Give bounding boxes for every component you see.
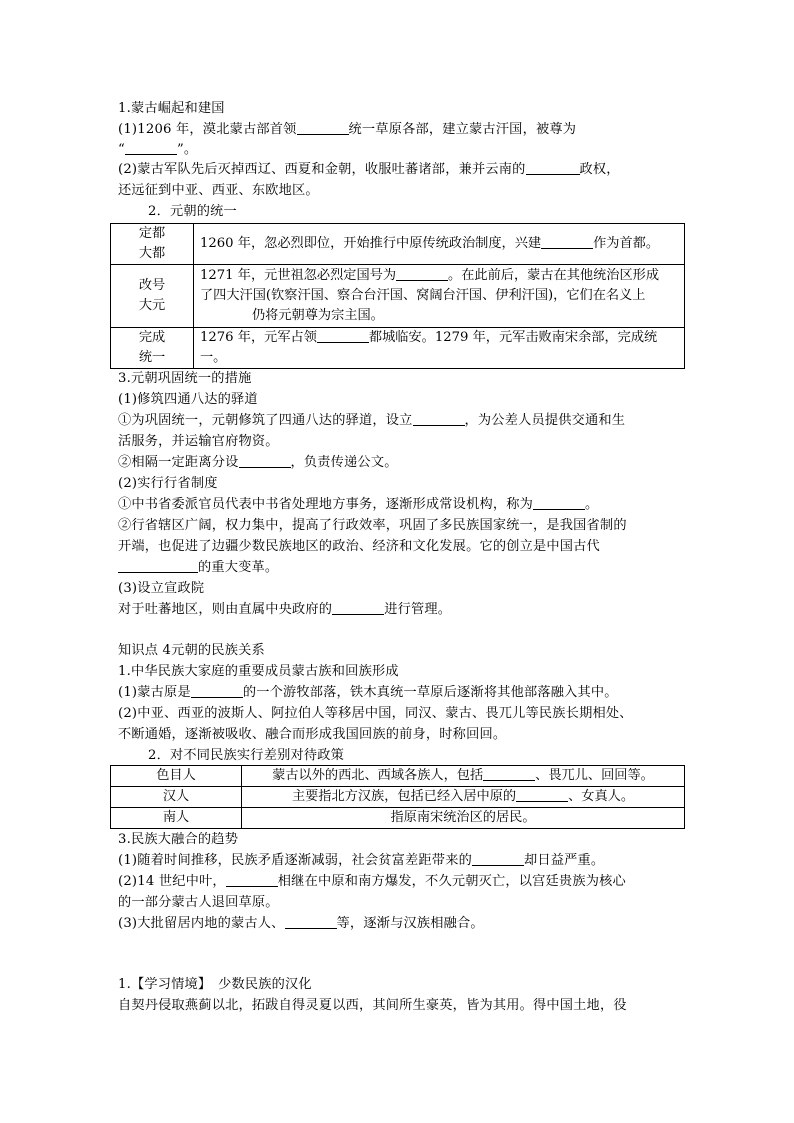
sub-heading: (3)设立宣政院 [118,581,205,596]
fill-blank[interactable] [526,160,580,175]
knowledge-point-title: 知识点 4元朝的民族关系 [118,643,265,658]
fill-blank[interactable] [332,600,384,615]
text-line: 还远征到中亚、西亚、东欧地区。 [118,183,319,198]
fill-blank[interactable] [285,914,337,929]
sub-heading: (1)修筑四通八达的驿道 [118,392,258,407]
section-heading: 3.元朝巩固统一的措施 [118,371,252,386]
table-key: 完成 统一 [111,328,194,369]
table-row [111,808,685,829]
fill-blank[interactable] [239,453,291,468]
text-line: (3)大批留居内地的蒙古人、 等，逐渐与汉族相融合。 [118,916,484,931]
table-row [111,766,685,787]
text-line: 的一部分蒙古人退回草原。 [118,895,279,910]
text-line: (1)随着时间推移，民族矛盾逐渐减弱，社会贫富差距带来的 却日益严重。 [118,853,605,868]
fill-blank[interactable] [516,787,568,802]
table-key: 改号 大元 [111,265,194,328]
text-line: (1)蒙古原是 的一个游牧部落，铁木真统一草原后逐渐将其他部落融入其中。 [118,685,618,700]
table-row [111,224,685,265]
table-key: 定都 大都 [111,224,194,265]
text-line: “ ”。 [118,142,198,157]
text-line: 的重大变革。 [118,558,278,578]
table-cell: 1276 年，元军占领 都城临安。1279 年，元军击败南宋余部，完成统一。 [194,328,685,369]
table-cell: 主要指北方汉族，包括已经入居中原的 、女真人。 [242,787,685,808]
fill-blank[interactable] [541,234,593,249]
unification-table [110,223,685,369]
table-row [111,265,685,328]
section-heading: 1.蒙古崛起和建国 [118,101,225,116]
table-cell: 蒙古以外的西北、西域各族人，包括 、畏兀儿、回回等。 [242,766,685,787]
fill-blank[interactable] [226,872,278,887]
section-heading: 2．元朝的统一 [148,204,237,219]
text-line: (1)1206 年，漠北蒙古部首领 统一草原各部，建立蒙古汗国，被尊为 [118,122,577,137]
ethnic-policy-table [110,765,685,829]
text-line: ②相隔一定距离分设 ，负责传递公文。 [118,455,398,470]
text-line: (2)中亚、西亚的波斯人、阿拉伯人等移居中国，同汉、蒙古、畏兀儿等民族长期相处、 [118,706,633,721]
table-key: 汉人 [111,787,242,808]
fill-blank[interactable] [297,120,349,135]
text-line: ①为巩固统一，元朝修筑了四通八达的驿道，设立 ，为公差人员提供交通和生 [118,413,626,428]
text-line: 开端，也促进了边疆少数民族地区的政治、经济和文化发展。它的创立是中国古代 [118,539,600,554]
table-cell: 指原南宋统治区的居民。 [242,808,685,829]
table-cell: 1271 年，元世祖忽必烈定国号为 。在此前后，蒙古在其他统治区形成 了四大汗国(钦察汗国、察合台汗国、窝阔台汗国、伊利汗国)，它们在名义上 仍将元朝尊为宗主国。 [194,265,685,328]
table-cell: 1260 年，忽必烈即位，开始推行中原传统政治制度，兴建 作为首都。 [194,224,685,265]
fill-blank[interactable] [191,683,243,698]
text-line: 自契丹侵取燕蓟以北，拓跋自得灵夏以西，其间所生豪英，皆为其用。得中国土地，役 [118,998,627,1013]
table-key: 南人 [111,808,242,829]
text-line: 对于吐蕃地区，则由直属中央政府的 进行管理。 [118,602,452,617]
text-line: 不断通婚，逐渐被吸收、融合而形成我国回族的前身，时称回回。 [118,727,507,742]
table-row [111,328,685,369]
study-heading: 1.【学习情境】 少数民族的汉化 [118,977,312,992]
text-line: (2)14 世纪中叶， 相继在中原和南方爆发，不久元朝灭亡，以宫廷贵族为核心 [118,874,626,889]
section-heading: 1.中华民族大家庭的重要成员蒙古族和回族形成 [118,664,399,679]
fill-blank[interactable] [472,851,524,866]
fill-blank[interactable] [533,495,585,510]
text-line: 活服务，并运输官府物资。 [118,434,279,449]
fill-blank[interactable] [483,766,535,781]
table-key: 色目人 [111,766,242,787]
fill-blank[interactable] [125,140,177,155]
text-line: ①中书省委派官员代表中书省处理地方事务，逐渐形成常设机构，称为 。 [118,497,599,512]
table-row [111,787,685,808]
fill-blank[interactable] [413,411,465,426]
text-line: (2)蒙古军队先后灭掉西辽、西夏和金朝，收服吐蕃诸部，兼并云南的 政权， [118,162,620,177]
section-heading: 2．对不同民族实行差别对待政策 [148,748,345,763]
fill-blank[interactable] [317,328,369,343]
fill-blank[interactable] [118,558,198,573]
sub-heading: (2)实行行省制度 [118,476,218,491]
fill-blank[interactable] [396,266,448,281]
section-heading: 3.民族大融合的趋势 [118,832,239,847]
text-line: ②行省辖区广阔，权力集中，提高了行政效率，巩固了多民族国家统一，是我国省制的 [118,518,627,533]
